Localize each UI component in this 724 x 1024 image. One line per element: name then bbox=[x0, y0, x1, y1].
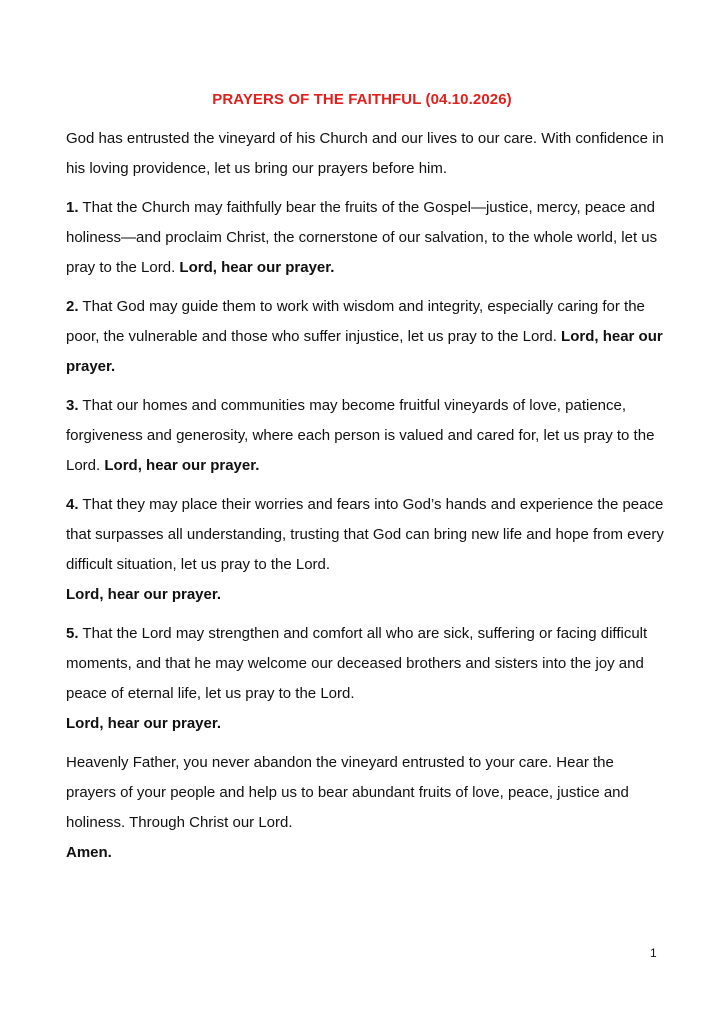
intention-response: Lord, hear our prayer. bbox=[179, 259, 335, 276]
intention-text: That the Lord may strengthen and comfort all who are sick, suffering or facing difficult moments, and that he may welcome our deceased brothers and sisters into the joy and peace of eternal life, let us pray to the Lord. bbox=[66, 625, 648, 702]
intention-text: That they may place their worries and fears into God’s hands and experience the peace that surpasses all understanding, trusting that God can bring new life and hope from every difficult situation, let us pray to the Lord. bbox=[66, 496, 664, 573]
intention-1 bbox=[66, 193, 666, 283]
conclusion-paragraph bbox=[66, 748, 666, 868]
intention-response: Lord, hear our prayer. bbox=[66, 715, 222, 732]
introduction-paragraph: God has entrusted the vineyard of his Church and our lives to our care. With confidence in his loving providence, let us bring our prayers before him. bbox=[66, 130, 664, 177]
intention-5 bbox=[66, 619, 666, 739]
intention-number: 2. bbox=[66, 298, 79, 315]
intention-text: That our homes and communities may become fruitful vineyards of love, patience, forgiveness and generosity, where each person is valued and cared for, let us pray to the Lord. bbox=[66, 397, 655, 474]
intention-text: That the Church may faithfully bear the fruits of the Gospel—justice, mercy, peace and holiness—and proclaim Christ, the cornerstone of our salvation, to the whole world, let us pray to the Lord. bbox=[66, 199, 658, 276]
intention-number: 1. bbox=[66, 199, 79, 216]
intention-2 bbox=[66, 292, 666, 382]
page-number: 1 bbox=[650, 946, 657, 960]
intention-text: That God may guide them to work with wisdom and integrity, especially caring for the poor, the vulnerable and those who suffer injustice, let us pray to the Lord. bbox=[66, 298, 645, 345]
amen: Amen. bbox=[66, 844, 112, 861]
intention-3 bbox=[66, 391, 666, 481]
intention-4 bbox=[66, 490, 666, 610]
intention-response: Lord, hear our prayer. bbox=[66, 586, 222, 603]
intention-response: Lord, hear our prayer. bbox=[66, 328, 663, 375]
document-title: PRAYERS OF THE FAITHFUL (04.10.2026) bbox=[212, 91, 512, 108]
document-body bbox=[66, 124, 666, 877]
intention-response: Lord, hear our prayer. bbox=[104, 457, 260, 474]
intention-number: 4. bbox=[66, 496, 79, 513]
intention-number: 5. bbox=[66, 625, 79, 642]
intention-number: 3. bbox=[66, 397, 79, 414]
conclusion-text: Heavenly Father, you never abandon the vineyard entrusted to your care. Hear the prayers of your people and help us to bear abundant fruits of love, peace, justice and holiness. Through Christ our Lord. bbox=[66, 754, 629, 831]
